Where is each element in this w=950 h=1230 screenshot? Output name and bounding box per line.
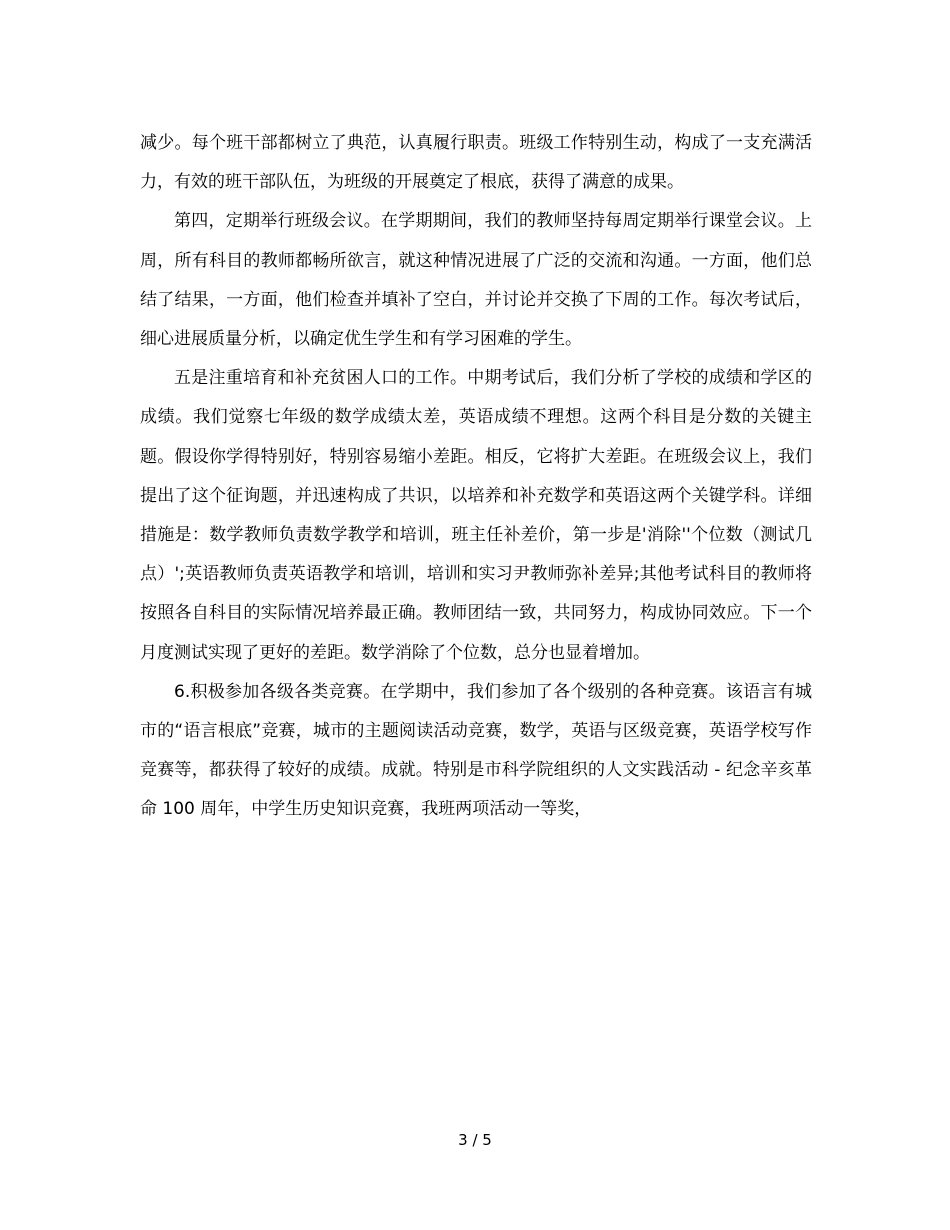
- paragraph-1: 减少。每个班干部都树立了典范，认真履行职责。班级工作特别生动，构成了一支充满活力，有效的班干部队伍，为班级的开展奠定了根底，获得了满意的成果。: [140, 133, 812, 193]
- paragraph-4: 6.积极参加各级各类竞赛。在学期中，我们参加了各个级别的各种竞赛。该语言有城市的“语言根底”竞赛，城市的主题阅读活动竞赛，数学，英语与区级竞赛，英语学校写作竞赛等，都获得了较好的成绩。成就。特别是市科学院组织的人文实践活动 - 纪念辛亥革命 100 周年，中学生历史知识竞赛，我班两项活动一等奖，: [140, 681, 812, 820]
- page-number: 3 / 5: [458, 1131, 492, 1149]
- paragraph-2: 第四，定期举行班级会议。在学期期间，我们的教师坚持每周定期举行课堂会议。上周，所有科目的教师都畅所欲言，就这种情况进展了广泛的交流和沟通。一方面，他们总结了结果，一方面，他们检查并填补了空白，并讨论并交换了下周的工作。每次考试后，细心进展质量分析，以确定优生学生和有学习困难的学生。: [140, 211, 812, 350]
- document-body: [140, 124, 812, 830]
- paragraph-3: 五是注重培育和补充贫困人口的工作。中期考试后，我们分析了学校的成绩和学区的成绩。我们觉察七年级的数学成绩太差，英语成绩不理想。这两个科目是分数的关键主题。假设你学得特别好，特别容易缩小差距。相反，它将扩大差距。在班级会议上，我们提出了这个征询题，并迅速构成了共识，以培养和补充数学和英语这两个关键学科。详细措施是：数学教师负责数学教学和培训，班主任补差价，第一步是'消除''个位数（测试几点）';英语教师负责英语教学和培训，培训和实习尹教师弥补差异;其他考试科目的教师将按照各自科目的实际情况培养最正确。教师团结一致，共同努力，构成协同效应。下一个月度测试实现了更好的差距。数学消除了个位数，总分也显着增加。: [140, 368, 812, 663]
